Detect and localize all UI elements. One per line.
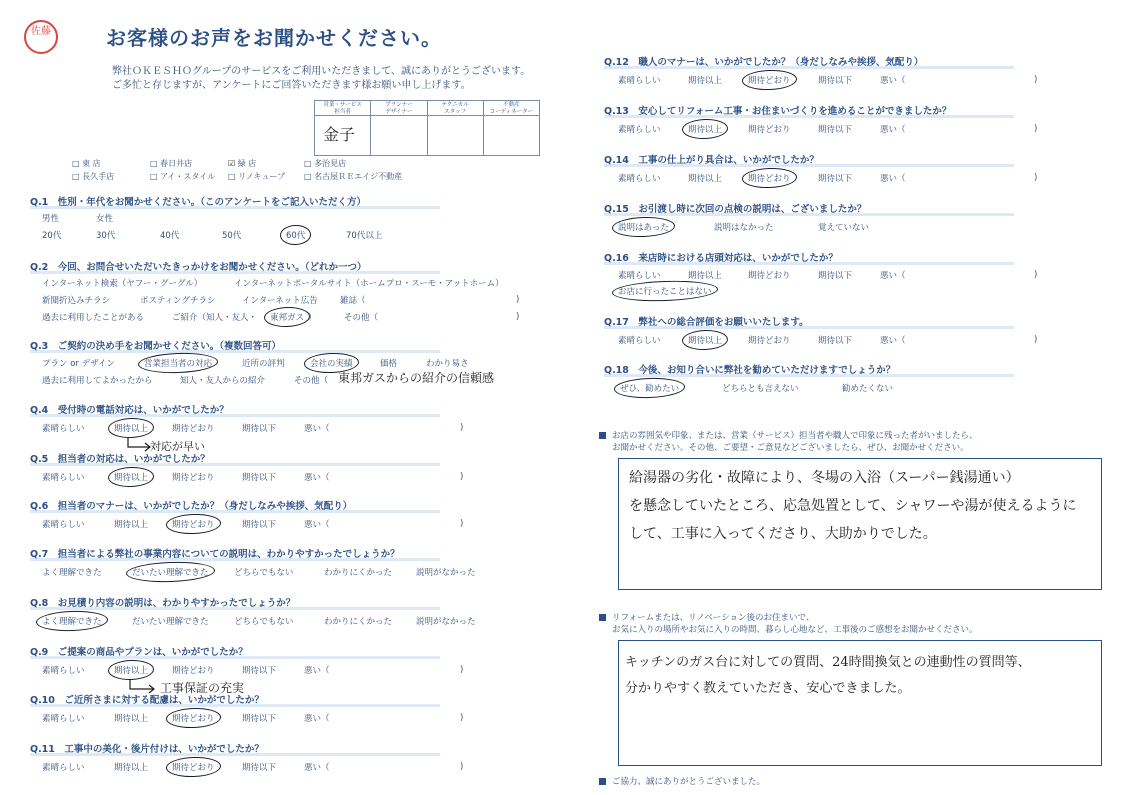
option[interactable]: 素晴らしい — [618, 76, 661, 86]
question-title: Q.3 ご契約の決め手をお聞かせください。（複数回答可） — [30, 340, 500, 354]
question-1 — [30, 196, 500, 244]
question-11 — [30, 743, 500, 777]
intro-line-2: ご多忙と存じますが、アンケートにご回答いただきます様お願い申し上げます。 — [112, 80, 471, 91]
option[interactable]: どちらでもない — [234, 568, 294, 578]
shop-checkbox[interactable]: □ 名古屋ＲＥエイジ不動産 — [304, 172, 403, 181]
option[interactable]: 素晴らしい — [42, 473, 85, 483]
question-2 — [30, 261, 520, 325]
question-title: Q.5 担当者の対応は、いかがでしたか？ — [30, 453, 500, 467]
option[interactable]: 素晴らしい — [42, 666, 85, 676]
option[interactable]: 期待どおり — [172, 473, 215, 483]
comment-line: キッチンのガス台に対しての質問、24時間換気との連動性の質問等、 — [625, 655, 1031, 670]
comment-2-box[interactable] — [618, 640, 1102, 766]
question-4 — [30, 404, 500, 453]
comment-1-header: お店の雰囲気や印象、または、営業（サービス）担当者や職人で印象に残った者がいましたら、 お聞かせください。その他、ご要望・ご意見などございましたら、ぜひ、お聞かせください。 — [599, 430, 978, 454]
question-title: Q.14 工事の仕上がり具合は、いかがでしたか？ — [604, 154, 1074, 168]
question-13 — [604, 105, 1074, 139]
question-title: Q.10 ご近所さまに対する配慮は、いかがでしたか？ — [30, 694, 500, 708]
close-paren: ) — [460, 423, 464, 433]
question-17 — [604, 316, 1074, 350]
close-paren: ) — [1034, 270, 1038, 280]
option[interactable]: 期待以下 — [818, 336, 853, 346]
shop-checklist — [72, 158, 403, 184]
option-selected[interactable]: 期待以上 — [688, 336, 723, 346]
option[interactable]: 女性 — [96, 214, 114, 224]
staff-value-planner[interactable] — [371, 116, 426, 122]
comment-2-header: リフォームまたは、リノベーション後のお住まいで、 お気に入りの場所やお気に入りの時間、暮らし心地など、工事後のご感想をお聞かせください。 — [599, 612, 978, 636]
question-title: Q.17 弊社への総合評価をお願いいたします。 — [604, 316, 1074, 330]
option[interactable]: 悪い（ — [880, 336, 906, 346]
handwritten-note: 対応が早い — [150, 440, 205, 453]
option[interactable]: 期待以下 — [818, 270, 853, 281]
comment-line: 分かりやすく教えていただき、安心できました。 — [625, 681, 911, 696]
staff-header-realestate: 不動産 コーディネーター — [484, 101, 539, 116]
option[interactable]: 期待以上 — [688, 76, 723, 86]
handwritten-note: 東邦ガスからの紹介の信頼感 — [338, 371, 495, 385]
bullet-square-icon — [599, 432, 606, 439]
question-12 — [604, 56, 1074, 90]
intro-line-1: 弊社ＯＫＥＳＨＯグループのサービスをご利用いただきまして、誠にありがとうございます。 — [112, 66, 531, 77]
option-selected[interactable]: 期待以上 — [114, 473, 149, 483]
option[interactable]: 悪い（ — [880, 125, 906, 135]
shop-checkbox[interactable]: □ 東 店 — [72, 159, 101, 168]
option-selected[interactable]: 会社の実績 — [310, 358, 353, 369]
option[interactable]: 期待以下 — [242, 424, 277, 434]
option[interactable]: 期待以下 — [242, 714, 277, 724]
question-18 — [604, 364, 1074, 398]
question-8 — [30, 597, 500, 631]
question-3 — [30, 340, 500, 388]
question-14 — [604, 154, 1074, 188]
shop-checkbox[interactable]: □ 多治見店 — [304, 159, 347, 168]
option[interactable]: 素晴らしい — [42, 763, 85, 773]
option[interactable]: 素晴らしい — [618, 174, 661, 184]
close-paren: ) — [1034, 335, 1038, 345]
question-7 — [30, 548, 500, 582]
close-paren: ) — [460, 665, 464, 675]
staff-header-sales: 営業・サービス 担当者 — [315, 101, 370, 116]
option[interactable]: ポスティングチラシ — [140, 295, 216, 306]
option[interactable]: 素晴らしい — [618, 336, 661, 346]
close-paren: ) — [516, 312, 520, 322]
thanks-footer: ご協力、誠にありがとうございました。 — [599, 775, 765, 787]
option-selected[interactable]: だいたい理解できた — [132, 568, 209, 578]
shop-checkbox-checked[interactable]: ☑ 緑 店 — [228, 159, 257, 168]
option-selected[interactable]: 期待どおり — [172, 763, 215, 773]
comment-line: して、工事に入ってくださり、大助かりでした。 — [629, 526, 937, 542]
option[interactable]: 期待以下 — [242, 520, 277, 530]
question-5 — [30, 453, 500, 487]
option[interactable]: インターネット検索（ヤフー・グーグル） — [42, 279, 203, 289]
option[interactable]: 期待どおり — [172, 424, 215, 434]
option[interactable]: 悪い（ — [304, 714, 330, 724]
bullet-square-icon — [599, 614, 606, 621]
question-title: Q.15 お引渡し時に次回の点検の説明は、ございましたか？ — [604, 203, 1074, 217]
staff-header-planner: プランナー デザイナー — [371, 101, 426, 116]
shop-checkbox[interactable]: □ 長久手店 — [72, 172, 115, 181]
option[interactable]: 期待以上 — [688, 174, 723, 184]
option-selected[interactable]: 期待どおり — [172, 520, 215, 530]
question-6 — [30, 500, 500, 534]
option[interactable]: 期待以上 — [114, 763, 149, 773]
staff-value-technical[interactable] — [428, 116, 483, 122]
arrow-icon — [128, 680, 158, 694]
option[interactable]: 70代以上 — [346, 231, 383, 241]
option[interactable]: 悪い（ — [304, 763, 330, 773]
option[interactable]: 期待以下 — [242, 666, 277, 676]
question-title: Q.13 安心してリフォーム工事・お住まいづくりを進めることができましたか？ — [604, 105, 1074, 119]
option[interactable]: 期待以下 — [818, 174, 853, 184]
option[interactable]: 素晴らしい — [42, 520, 85, 530]
close-paren: ) — [460, 519, 464, 529]
option[interactable]: 期待以上 — [114, 520, 149, 530]
option[interactable]: 男性 — [42, 214, 60, 224]
option[interactable]: 期待以下 — [818, 76, 853, 86]
question-15 — [604, 203, 1074, 237]
staff-value-realestate[interactable] — [484, 116, 539, 122]
option[interactable]: 悪い（ — [880, 76, 906, 86]
comment-1-box[interactable] — [618, 458, 1102, 590]
question-title: Q.12 職人のマナーは、いかがでしたか？（身だしなみや挨拶、気配り） — [604, 56, 1074, 70]
option[interactable]: 過去に利用したことがある — [42, 312, 145, 323]
option[interactable]: 期待以下 — [818, 125, 853, 135]
option[interactable]: その他（ — [344, 312, 379, 323]
option-selected[interactable]: 期待どおり — [748, 76, 791, 86]
option[interactable]: 悪い（ — [304, 520, 330, 530]
option-selected[interactable]: よく理解できた — [42, 617, 102, 627]
question-title: Q.9 ご提案の商品やプランは、いかがでしたか？ — [30, 646, 500, 660]
option[interactable]: 勧めたくない — [842, 384, 894, 394]
option[interactable]: 期待どおり — [172, 666, 215, 676]
option[interactable]: インターネットポータルサイト（ホームプロ・スーモ・アットホーム） — [234, 279, 504, 289]
option[interactable]: わかりにくかった — [324, 568, 393, 578]
option[interactable]: わかり易さ — [426, 358, 469, 369]
option[interactable]: プラン or デザイン — [42, 358, 116, 369]
option-selected[interactable]: お店に行ったことはない — [618, 287, 712, 297]
comment-line: を懸念していたところ、応急処置として、シャワーや湯が使えるように — [629, 498, 1077, 514]
question-title: Q.7 担当者による弊社の事業内容についての説明は、わかりやすかったでしょうか？ — [30, 548, 500, 562]
option-selected[interactable]: ぜひ、勧めたい — [620, 384, 680, 394]
close-paren: ) — [460, 713, 464, 723]
option[interactable]: わかりにくかった — [324, 617, 393, 627]
question-9 — [30, 646, 500, 695]
page-title: お客様のお声をお聞かせください。 — [106, 26, 442, 50]
close-paren: ) — [460, 762, 464, 772]
option[interactable]: どちらでもない — [234, 617, 294, 627]
close-paren: ) — [460, 472, 464, 482]
option[interactable]: 期待どおり — [748, 125, 791, 135]
option[interactable]: 過去に利用してよかったから — [42, 375, 153, 386]
option-selected[interactable]: 東邦ガス — [270, 312, 305, 323]
option-selected[interactable]: 営業担当者の対応 — [144, 358, 213, 369]
option[interactable]: 30代 — [96, 231, 116, 241]
question-title: Q.6 担当者のマナーは、いかがでしたか？（身だしなみや挨拶、気配り） — [30, 500, 500, 514]
close-paren: ) — [1034, 173, 1038, 183]
option[interactable]: インターネット広告 — [242, 295, 318, 306]
option[interactable]: 素晴らしい — [618, 270, 661, 281]
option[interactable]: 近所の評判 — [242, 358, 285, 369]
option[interactable]: 悪い（ — [304, 666, 330, 676]
staff-value-sales[interactable]: 金子 — [323, 125, 356, 144]
option[interactable]: 雑誌（ — [340, 295, 366, 306]
staff-header-technical: テクニカル スタッフ — [428, 101, 483, 116]
comment-line: 給湯器の劣化・故障により、冬場の入浴（スーパー銭湯通い） — [629, 470, 1020, 486]
option[interactable]: 期待どおり — [748, 270, 791, 281]
option[interactable]: 説明がなかった — [416, 617, 476, 627]
question-title: Q.2 今回、お問合せいただいたきっかけをお聞かせください。（どれか一つ） — [30, 261, 500, 275]
option[interactable]: 説明がなかった — [416, 568, 476, 578]
option[interactable]: 期待以上 — [114, 714, 149, 724]
question-title: Q.1 性別・年代をお聞かせください。（このアンケートをご記入いただく方） — [30, 196, 500, 210]
staff-table — [314, 100, 540, 156]
shop-checkbox[interactable]: □ 春日井店 — [150, 159, 193, 168]
option[interactable]: 悪い（ — [880, 174, 906, 184]
option[interactable]: 期待どおり — [748, 336, 791, 346]
shop-checkbox[interactable]: □ リノキューブ — [228, 172, 286, 181]
close-paren: ) — [516, 295, 520, 305]
option-selected[interactable]: 期待どおり — [172, 714, 215, 724]
option[interactable]: 期待以下 — [242, 763, 277, 773]
option[interactable]: 素晴らしい — [618, 125, 661, 135]
option[interactable]: 悪い（ — [304, 424, 330, 434]
option[interactable]: 20代 — [42, 231, 62, 241]
option[interactable]: 期待以上 — [688, 270, 723, 281]
shop-checkbox[interactable]: □ アイ・スタイル — [150, 172, 216, 181]
option[interactable]: 覚えていない — [818, 223, 870, 233]
close-paren: ) — [1034, 75, 1038, 85]
close-paren: ) — [1034, 124, 1038, 134]
option[interactable]: 価格 — [380, 358, 398, 369]
question-title: Q.18 今後、お知り合いに弊社を勧めていただけますでしょうか？ — [604, 364, 1074, 378]
option[interactable]: 素晴らしい — [42, 714, 85, 724]
question-title: Q.4 受付時の電話対応は、いかがでしたか？ — [30, 404, 500, 418]
option[interactable]: 知人・友人からの紹介 — [180, 375, 266, 386]
option[interactable]: よく理解できた — [42, 568, 102, 578]
option[interactable]: 説明はなかった — [714, 223, 774, 233]
option-selected[interactable]: 期待どおり — [748, 174, 791, 184]
question-title: Q.11 工事中の美化・後片付けは、いかがでしたか？ — [30, 743, 500, 757]
bullet-square-icon — [599, 778, 606, 785]
question-title: Q.8 お見積り内容の説明は、わかりやすかったでしょうか？ — [30, 597, 500, 611]
option-paren: ） — [308, 312, 317, 323]
option[interactable]: だいたい理解できた — [132, 617, 209, 627]
option[interactable]: 50代 — [222, 231, 242, 241]
option[interactable]: 悪い（ — [880, 270, 906, 281]
seal-stamp: 佐藤 — [24, 20, 58, 54]
option[interactable]: 40代 — [160, 231, 180, 241]
option[interactable]: ご紹介（知人・友人・ — [172, 312, 258, 323]
option-selected[interactable]: 説明はあった — [618, 223, 669, 233]
option[interactable]: 悪い（ — [304, 473, 330, 483]
option[interactable]: 新聞折込みチラシ — [42, 295, 111, 306]
option[interactable]: どちらとも言えない — [722, 384, 799, 394]
question-10 — [30, 694, 500, 728]
handwritten-note: 工事保証の充実 — [160, 681, 245, 695]
question-16 — [604, 252, 1074, 299]
option[interactable]: 期待以下 — [242, 473, 277, 483]
option[interactable]: その他（ — [294, 375, 329, 386]
question-title: Q.16 来店時における店頭対応は、いかがでしたか？ — [604, 252, 1074, 266]
option-selected[interactable]: 期待以上 — [114, 424, 149, 434]
option-selected[interactable]: 60代 — [286, 231, 306, 241]
option[interactable]: 素晴らしい — [42, 424, 85, 434]
option-selected[interactable]: 期待以上 — [688, 125, 723, 135]
option-selected[interactable]: 期待以上 — [114, 666, 149, 676]
